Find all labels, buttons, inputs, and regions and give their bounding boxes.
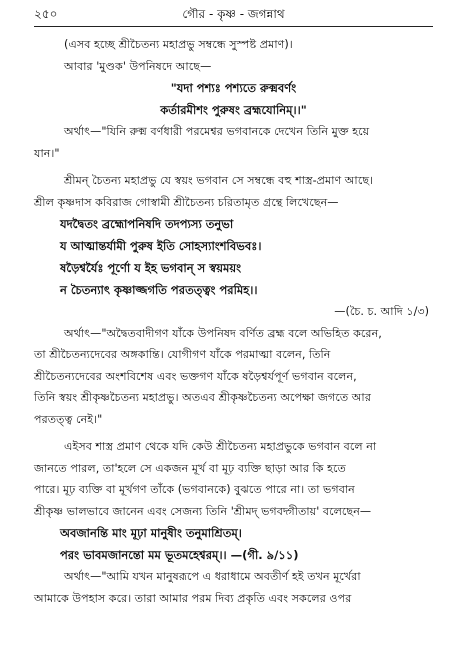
- verse-line: যদদ্বৈতং ব্রহ্মোপনিষদি তদপ্যস্য তনুভা: [60, 217, 234, 231]
- verse-gita: [34, 522, 433, 566]
- text-line: পারে। মূঢ় ব্যক্তি বা মূর্খগণ তাঁকে (ভগবানকে) বুঝতে পারে না। তা ভগবান: [34, 483, 355, 496]
- text-line: আমাকে উপহাস করে। তারা আমার পরম দিব্য প্রকৃতি এবং সকলের ওপর: [34, 591, 352, 605]
- verse-line: অবজানন্তি মাং মূঢ়া মানুষীং তনুমাশ্রিতম্।: [60, 526, 242, 540]
- text-line: অর্থাৎ—"যিনি রুক্ম বর্ণধারী পরমেশ্বর ভগবানকে দেখেন তিনি মুক্ত হয়ে: [64, 125, 370, 138]
- header-rule: [34, 26, 433, 27]
- text-line: (এসব হচ্ছে শ্রীচৈতন্য মহাপ্রভু সম্বন্ধে সুস্পষ্ট প্রমাণ)।: [64, 38, 293, 51]
- text-line: শ্রীচৈতন্যদেবের অংশবিশেষ এবং ভক্তগণ যাঁকে ষড়ৈশ্বর্যপূর্ণ ভগবান বলেন,: [34, 369, 357, 383]
- verse-line: ষড়ৈশ্বর্যৈঃ পূর্ণো য ইহ ভগবান্ স স্বয়ময়ং: [60, 261, 242, 275]
- verse-citation: —(চৈ. চ. আদি ১/৩): [334, 305, 429, 318]
- text-line: পরতত্ত্ব নেই।": [34, 412, 103, 426]
- text-line: যান।": [34, 146, 60, 160]
- text-line: জানতে পারল, তা'হলে সে একজন মূর্খ বা মূঢ় ব্যক্তি ছাড়া আর কি হতে: [34, 461, 346, 475]
- text-line: শ্রীল কৃষ্ণদাস কবিরাজ গোস্বামী শ্রীচৈতন্য চরিতামৃত গ্রন্থে লিখেছেন—: [34, 195, 339, 209]
- text-line: আবার 'মুণ্ডক' উপনিষদে আছে—: [64, 59, 212, 73]
- text-line: এইসব শাস্ত্র প্রমাণ থেকে যদি কেউ শ্রীচৈতন্য মহাপ্রভুকে ভগবান বলে না: [64, 440, 377, 453]
- verse-mundaka: [34, 77, 433, 121]
- text-line: তিনি স্বয়ং শ্রীকৃষ্ণচৈতন্য মহাপ্রভু। অতএব শ্রীকৃষ্ণচৈতন্য অপেক্ষা জগতে আর: [34, 391, 371, 404]
- page-header: [34, 0, 433, 34]
- verse-chaitanya-charitamrita: [34, 213, 433, 323]
- verse-line: য আত্মান্তর্যামী পুরুষ ইতি সোহস্যাংশবিভবঃ।: [60, 239, 262, 253]
- text-line: অর্থাৎ—"আমি যখন মানুষরূপে এ ধরাধামে অবতীর্ণ হই তখন মূর্খেরা: [64, 570, 361, 583]
- verse-line: "যদা পশ্যঃ পশ্যতে রুক্মবর্ণং: [170, 81, 297, 95]
- verse-line: ন চৈতন্যাৎ কৃষ্ণাজ্জগতি পরতত্ত্বং পরমিহ।।: [60, 283, 258, 297]
- text-line: তা শ্রীচৈতন্যদেবের অঙ্গকান্তি। যোগীগণ যাঁকে পরমাত্মা বলেন, তিনি: [34, 348, 331, 361]
- page-number: ২৫০: [34, 7, 58, 21]
- page-body: [34, 34, 433, 609]
- text-line: শ্রীমন্ চৈতন্য মহাপ্রভু যে স্বয়ং ভগবান সে সম্বন্ধে বহু শাস্ত্র-প্রমাণ আছে।: [64, 174, 374, 187]
- verse-line: পরং ভাবমজানন্তো মম ভূতমহেশ্বরম্।। —(গী. ৯/১১): [60, 548, 299, 562]
- text-line: শ্রীকৃষ্ণ ভালভাবে জানেন এবং সেজন্য তিনি 'শ্রীমদ্ ভগবদ্গীতায়' বলেছেন—: [34, 504, 372, 518]
- text-line: অর্থাৎ—"অদ্বৈতবাদীগণ যাঁকে উপনিষদ বর্ণিত ব্রহ্ম বলে অভিহিত করেন,: [64, 326, 382, 340]
- running-title: গৌর - কৃষ্ণ - জগন্নাথ: [182, 7, 285, 21]
- verse-line: কর্তারমীশং পুরুষং ব্রহ্মযোনিম্।।": [160, 103, 307, 117]
